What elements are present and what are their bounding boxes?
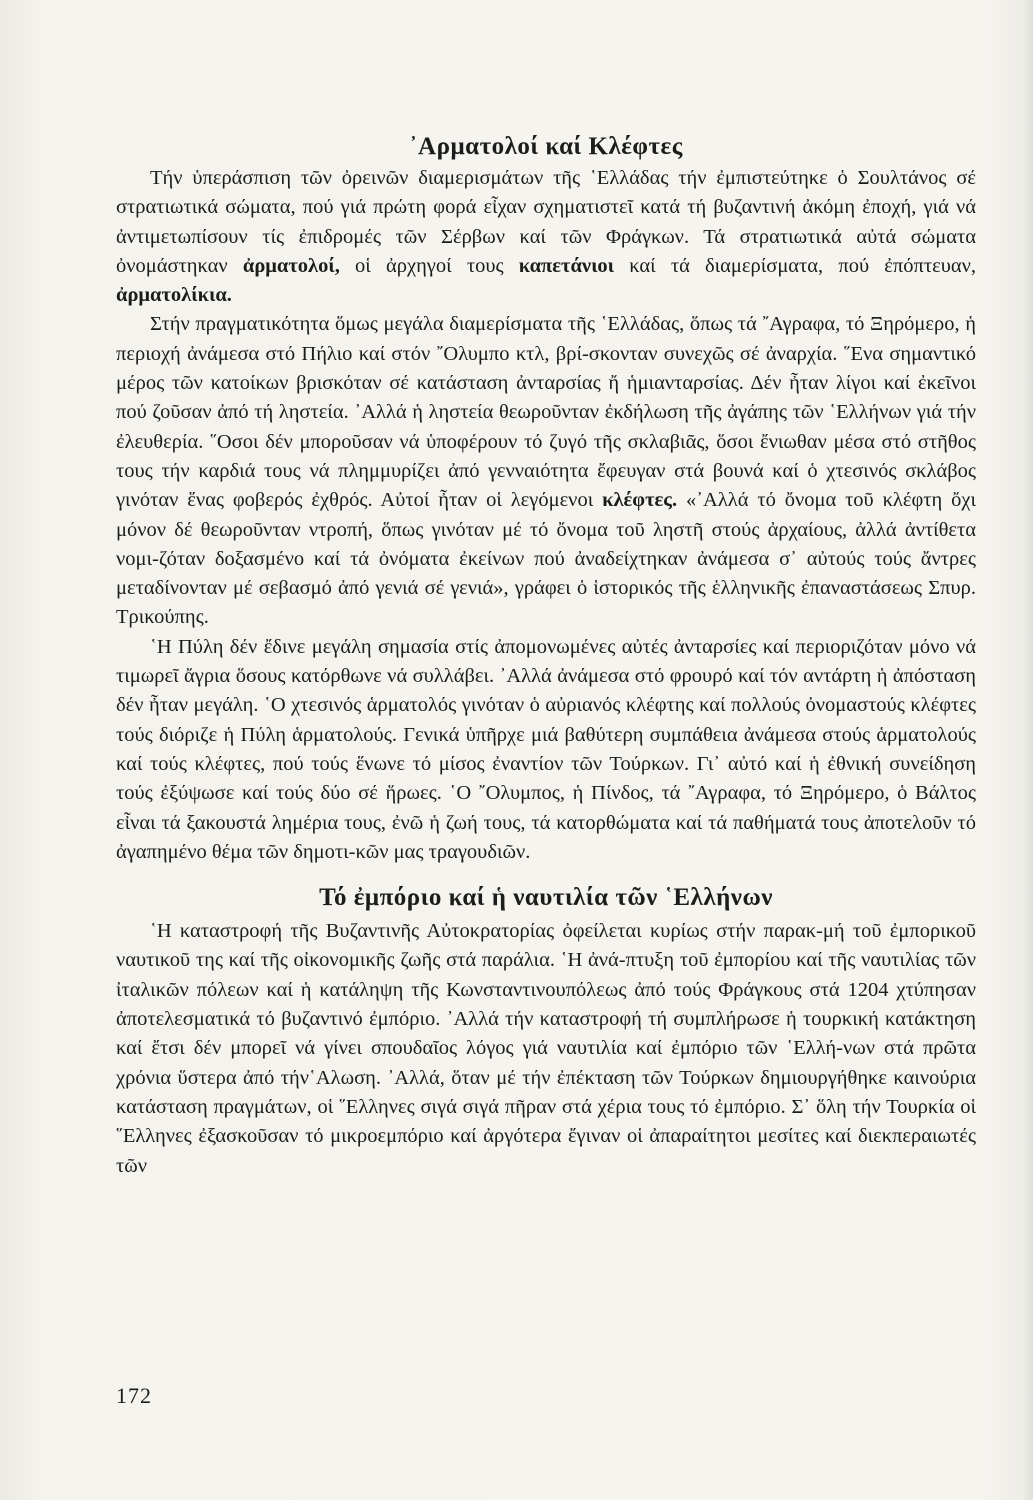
paragraph-text: «᾿Αλλά τό ὄνομα τοῦ κλέφτη ὄχι μόνον δέ θεωροῦνταν ντροπή, ὅπως γινόταν μέ τό ὄνομα τοῦ ληστῆ στούς ἀρχαίους, ἀλλά ἀντίθετα νομι-ζόταν δοξασμένο καί τά ὀνόματα ἐκείνων πού ἀναδείχτηκαν ἀνάμεσα σ᾿ αὐτούς τούς ἄντρες μεταδίνονταν μέ σεβασμό ἀπό γενιά σέ γενιά», γράφει ὁ ἱστορικός τῆς ἑλληνικῆς ἐπαναστάσεως Σπυρ. Τρικούπης. [116, 489, 976, 629]
section-heading-commerce: Τό ἐμπόριο καί ἡ ναυτιλία τῶν ῾Ελλήνων [319, 884, 773, 912]
bold-term-kapetanioi: καπετάνιοι [518, 254, 615, 277]
section-heading-armatoloi: ᾿Αρματολοί καί Κλέφτες [409, 133, 683, 160]
paragraph-text: Στήν πραγματικότητα ὅμως μεγάλα διαμερίσματα τῆς ῾Ελλάδας, ὅπως τά ῎Αγραφα, τό Ξηρόμερο, ἡ περιοχή ἀνάμεσα στό Πήλιο καί στόν ῎Ολυμπο κτλ, βρί-σκονταν συνεχῶς σέ ἀναρχία. ῞Ενα σημαντικό μέρος τῶν κατοίκων βρισκόταν σέ κατάσταση ἀνταρσίας ἤ ἡμιανταρσίας. Δέν ἦταν λίγοι καί ἐκεῖνοι πού ζοῦσαν ἀπό τή ληστεία. ᾿Αλλά ἡ ληστεία θεωροῦνταν ἐκδήλωση τῆς ἀγάπης τῶν ῾Ελλήνων γιά τήν ἐλευθερία. ῞Οσοι δέν μποροῦσαν νά ὑποφέρουν τό ζυγό τῆς σκλαβιᾶς, ὅσοι ἔνιωθαν μέσα στό στῆθος τους τήν καρδιά τους νά πλημμυρίζει ἀπό γενναιότητα ἔφευγαν στά βουνά καί ὁ χτεσινός σκλάβος γινόταν ἕνας φοβερός ἐχθρός. Αὐτοί ἦταν οἱ λεγόμενοι [116, 313, 976, 512]
paragraph-klephts [116, 310, 976, 632]
paragraph-armatoloi-intro [116, 164, 976, 310]
bold-term-klephtes: κλέφτες. [602, 489, 678, 512]
paragraph-text: οἱ ἀρχηγοί τους [339, 254, 519, 277]
page-content [116, 130, 976, 1181]
bold-term-armatoloi: ἀρματολοί, [242, 254, 340, 277]
paragraph-text: καί τά διαμερίσματα, πού ἐπόπτευαν, [614, 254, 976, 277]
bold-term-armatolikia: ἀρματολίκια. [116, 284, 232, 307]
paragraph-commerce: ῾Η καταστροφή τῆς Βυζαντινῆς Αὐτοκρατορίας ὀφείλεται κυρίως στήν παρακ-μή τοῦ ἐμπορικοῦ ναυτικοῦ της καί τῆς οἰκονομικῆς ζωῆς στά παράλια. ῾Η ἀνά-πτυξη τοῦ ἐμπορίου καί τῆς ναυτιλίας τῶν ἰταλικῶν πόλεων καί ἡ κατάληψη τῆς Κωνσταντινουπόλεως ἀπό τούς Φράγκους στά 1204 χτύπησαν ἀποτελεσματικά τό βυζαντινό ἐμπόριο. ᾿Αλλά τήν καταστροφή τή συμπλήρωσε ἡ τουρκική κατάκτηση καί ἔτσι δέν μπορεῖ νά γίνει σπουδαῖος λόγος γιά ναυτιλία καί ἐμπόριο τῶν ῾Ελλή-νων στά πρῶτα χρόνια ὕστερα ἀπό τήν῾Αλωση. ᾿Αλλά, ὅταν μέ τήν ἐπέκταση τῶν Τούρκων δημιουργήθηκε καινούρια κατάσταση πραγμάτων, οἱ ῞Ελληνες σιγά σιγά πῆραν στά χέρια τους τό ἐμπόριο. Σ᾿ ὅλη τήν Τουρκία οἱ ῞Ελληνες ἐξασκοῦσαν τό μικροεμπόριο καί ἀργότερα ἔγιναν οἱ ἀπαραίτητοι μεσίτες καί διεκπεραιωτές τῶν [116, 920, 976, 1177]
paragraph-porte: ῾Η Πύλη δέν ἔδινε μεγάλη σημασία στίς ἀπομονωμένες αὐτές ἀνταρσίες καί περιοριζόταν μόνο νά τιμωρεῖ ἄγρια ὅσους κατόρθωνε νά συλλάβει. ᾿Αλλά ἀνάμεσα στό φρουρό καί τόν αντάρτη ἡ ἀπόσταση δέν ἦταν μεγάλη. ῾Ο χτεσινός ἁρματολός γινόταν ὁ αὐριανός κλέφτης καί πολλούς ὀνομαστούς κλέφτες τούς διόριζε ἡ Πύλη ἁρματολούς. Γενικά ὑπῆρχε μιά βαθύτερη συμπάθεια ἀνάμεσα στούς ἁρματολούς καί τούς κλέφτες, πού τούς ἕνωνε τό μίσος ἐναντίον τῶν Τούρκων. Γι᾿ αὐτό καί ἡ ἐθνική συνείδηση τούς ἐξύψωσε καί τούς δύο σέ ἥρωες. ῾Ο ῎Ολυμπος, ἡ Πίνδος, τά ῎Αγραφα, τό Ξηρόμερο, ὁ Βάλτος εἶναι τά ξακουστά λημέρια τους, ἐνῶ ἡ ζωή τους, τά κατορθώματα καί τά παθήματά τους ἀποτελοῦν τό ἀγαπημένο θέμα τῶν δημοτι-κῶν μας τραγουδιῶν. [116, 635, 976, 863]
page-number: 172 [116, 1383, 152, 1408]
scan-edge-shadow [1023, 0, 1033, 1500]
paragraph-text: Τήν ὑπεράσπιση τῶν ὀρεινῶν διαμερισμάτων τῆς ῾Ελλάδας τήν ἐμπιστεύτηκε ὁ Σουλτάνος σέ στρατιωτικά σώματα, πού γιά πρώτη φορά εἶχαν σχηματιστεῖ κατά τή βυζαντινή ἀκόμη ἐποχή, γιά νά ἀντιμετωπίσουν τίς ἐπιδρομές τῶν Σέρβων καί τῶν Φράγκων. Τά στρατιωτικά αὐτά σώματα ὀνομάστηκαν [116, 167, 976, 277]
